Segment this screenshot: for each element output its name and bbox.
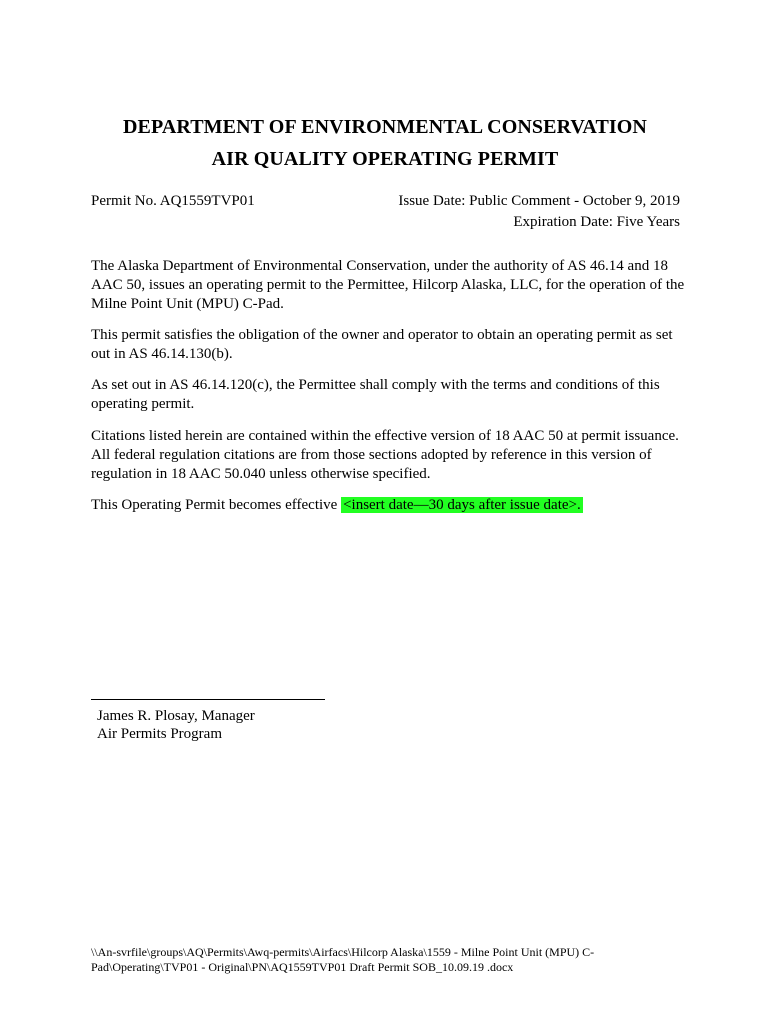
effective-date-paragraph [91,496,686,515]
signature-line [91,699,325,700]
file-path-footer: \\An-svrfile\groups\AQ\Permits\Awq-permits\Airfacs\Hilcorp Alaska\1559 - Milne Point Unit (MPU) C-Pad\Operating\TVP01 - Original\PN\AQ1559TVP01 Draft Permit SOB_10.09.19 .docx [91,945,595,974]
signatory-name: James R. Plosay, Manager [97,708,255,724]
department-title: DEPARTMENT OF ENVIRONMENTAL CONSERVATION [123,116,647,138]
effective-date-prefix: This Operating Permit becomes effective [91,497,342,513]
citations-paragraph: Citations listed herein are contained within the effective version of 18 AAC 50 at permit issuance. All federal regulation citations are from those sections adopted by reference in this version of regulation in 18 AAC 50.040 unless otherwise specified. [91,428,679,482]
authority-paragraph: The Alaska Department of Environmental Conservation, under the authority of AS 46.14 and 18 AAC 50, issues an operating permit to the Permittee, Hilcorp Alaska, LLC, for the operation of the Milne Point Unit (MPU) C-Pad. [91,258,685,312]
permit-number: Permit No. AQ1559TVP01 [91,193,255,209]
effective-date-placeholder: <insert date—30 days after issue date>. [343,497,581,513]
obligation-paragraph: This permit satisfies the obligation of the owner and operator to obtain an operating permit as set out in AS 46.14.130(b). [91,327,673,362]
issue-date: Issue Date: Public Comment - October 9, 2019 [398,193,680,209]
compliance-paragraph: As set out in AS 46.14.120(c), the Permittee shall comply with the terms and conditions of this operating permit. [91,377,660,412]
expiration-date: Expiration Date: Five Years [513,214,680,230]
permit-title: AIR QUALITY OPERATING PERMIT [211,148,559,170]
signatory-program: Air Permits Program [97,726,222,742]
